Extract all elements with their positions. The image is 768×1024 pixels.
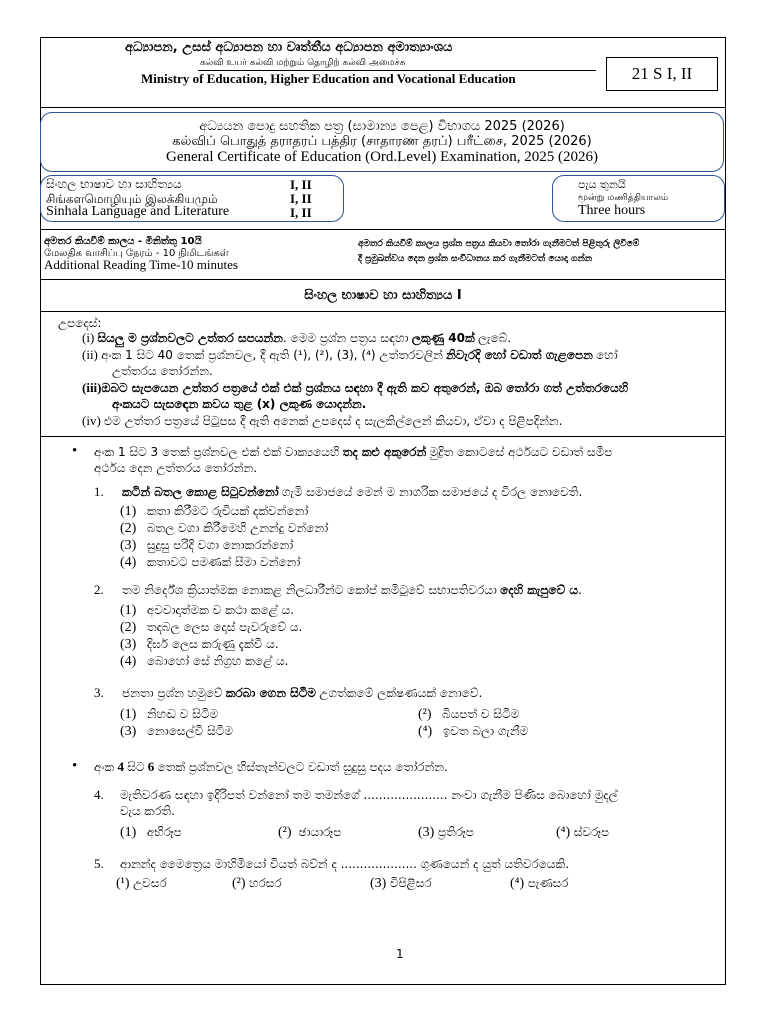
exam-title-tamil: கல்விப் பொதுத் தராதரப் பத்திர (சாதாரண தரப்) பரீட்சை, 2025 (2026) bbox=[172, 134, 592, 149]
subject-name-english: Sinhala Language and Literature bbox=[46, 204, 230, 219]
question-3-option-2[interactable] bbox=[418, 707, 519, 723]
question-4-text: මැතිවරණ සඳහා ඉදිරිපත් වන්නෝ තම තමන්ගේ ...................... නංවා ගැනීම පිණිස බොහෝ මුදල් bbox=[120, 788, 618, 802]
instruction-3 bbox=[82, 380, 628, 396]
instruction-2 bbox=[82, 347, 618, 363]
option-number: (1) bbox=[120, 603, 137, 618]
question-4-option-1[interactable] bbox=[120, 825, 182, 841]
option-text: ප්‍රතිරූප bbox=[437, 825, 474, 839]
option-text: කතාවට පමණක් සීමා වන්නෝ bbox=[146, 555, 301, 569]
instruction-1-number: (i) bbox=[82, 330, 95, 345]
paper-code-box: 21 S I, II bbox=[606, 57, 718, 91]
question-2-bold: දෙහි කැපුවේ ය bbox=[500, 583, 579, 597]
question-3-option-4[interactable] bbox=[418, 724, 528, 740]
question-2-number: 2. bbox=[94, 582, 104, 597]
question-5-option-2[interactable] bbox=[232, 876, 282, 892]
instruction-2-text: අංක 1 සිට 40 තෙක් ප්‍රශ්නවල, දී ඇති (¹), (²), (3), (⁴) උත්තරවලින් bbox=[101, 348, 443, 362]
option-text: ඡායාරූප bbox=[298, 825, 342, 839]
ministry-name-tamil: கல்வி உயர் கல்வி மற்றும் தொழிற் கல்வி அமைச்சு bbox=[200, 58, 406, 68]
question-4-number: 4. bbox=[94, 787, 104, 802]
page-number: 1 bbox=[396, 947, 404, 961]
reading-time-sinhala: අමතර කියවීම් කාලය - මිනිත්තු 10යි bbox=[44, 236, 202, 247]
option-number: (⁴) bbox=[418, 724, 433, 739]
question-1-option-3[interactable] bbox=[120, 538, 293, 554]
duration-tamil: மூன்று மணித்தியாலம் bbox=[578, 193, 669, 203]
instructions-heading: උපදෙස්: bbox=[58, 316, 102, 330]
question-5-option-3[interactable] bbox=[370, 876, 432, 892]
instruction-3-number: (iii) bbox=[82, 380, 102, 395]
instruction-4 bbox=[82, 413, 562, 429]
option-number: (3) bbox=[120, 538, 137, 553]
option-text: බියපත් ව සිටීම bbox=[442, 707, 520, 721]
question-2-option-1[interactable] bbox=[120, 603, 294, 619]
question-2-end: . bbox=[578, 583, 582, 597]
option-number: (3) bbox=[418, 825, 435, 840]
option-text: නිහඬ ව සිටීම bbox=[146, 707, 219, 721]
instruction-1-marks: ලකුණු 40ක් bbox=[411, 331, 475, 345]
group-1-bullet: • bbox=[72, 443, 78, 459]
group-1-intro-bold: තද කළු අකුරෙන් bbox=[342, 445, 427, 459]
option-text: සුදුසු පරිදි වගා නොකරන්නෝ bbox=[146, 538, 294, 552]
duration-english: Three hours bbox=[578, 203, 646, 218]
question-2-option-2[interactable] bbox=[120, 620, 302, 636]
reading-time-divider bbox=[40, 279, 726, 280]
question-3-bold: කරබා ගෙන සිටීම bbox=[225, 686, 317, 700]
instruction-1-mid: . මෙම ප්‍රශ්න පත්‍රය සඳහා bbox=[282, 331, 409, 345]
question-5-option-1[interactable] bbox=[116, 876, 167, 892]
paper-number-sinhala: I, II bbox=[290, 177, 312, 192]
question-1-stem bbox=[122, 484, 582, 500]
option-number: (3) bbox=[120, 724, 137, 739]
option-text: නොසෙල්වී සිටීම bbox=[146, 724, 233, 738]
group-1-intro bbox=[94, 444, 612, 460]
question-3-number: 3. bbox=[94, 685, 104, 700]
exam-title-sinhala: අධ්‍යයන පොදු සහතික පත්‍ර (සාමාන්‍ය පෙළ) විභාගය 2025 (2026) bbox=[199, 119, 565, 134]
subject-divider bbox=[40, 229, 726, 230]
option-number: (²) bbox=[232, 876, 246, 891]
duration-sinhala: පැය තුනයි bbox=[578, 178, 626, 191]
option-number: (¹) bbox=[116, 876, 130, 891]
option-number: (1) bbox=[120, 825, 137, 840]
instruction-3-text: ඔබට සැපයෙන උත්තර පත්‍රයේ එක් එක් ප්‍රශ්නය සඳහා දී ඇති කව අතුරෙන්, ඔබ තෝරා ගත් උත්තරයෙහි bbox=[101, 381, 629, 395]
option-text: කතා කිරීමට රුචියක් දක්වන්නෝ bbox=[146, 504, 309, 518]
group-1-intro-a: අංක 1 සිට 3 තෙක් ප්‍රශ්නවල එක් එක් වාක්‍යයෙහි bbox=[94, 445, 340, 459]
question-2-stem bbox=[122, 582, 582, 598]
option-text: අවවාදාත්මක ව කථා කළේ ය. bbox=[146, 603, 295, 617]
section-title-divider bbox=[40, 311, 726, 312]
option-text: දිර්ඝ ලෙස කරුණු දැක්වී ය. bbox=[146, 637, 279, 651]
option-text: ඉවත බලා ගැනීම bbox=[442, 724, 529, 738]
reading-time-note-line2: දී ප්‍රමුඛත්වය දෙන ප්‍රශ්න සංවිධානය කර ගැනීමටත් යොදා ගන්න bbox=[358, 254, 593, 264]
instruction-2-bold: නිවැරදි හෝ වඩාත් ගැළපෙන bbox=[446, 348, 593, 362]
option-text: උවසර bbox=[133, 876, 167, 890]
option-number: (4) bbox=[120, 654, 137, 669]
option-text: විපිළිසර bbox=[389, 876, 432, 890]
question-1-option-2[interactable] bbox=[120, 521, 328, 537]
group-2-intro-from: 4 bbox=[117, 759, 124, 774]
option-number: (4) bbox=[120, 555, 137, 570]
question-5-number: 5. bbox=[94, 856, 104, 871]
question-5-option-4[interactable] bbox=[510, 876, 569, 892]
question-1-bold: කටින් බතල කොළ සිටුවන්නෝ bbox=[122, 485, 279, 499]
option-text: බොහෝ සේ නිග්‍රහ කළේ ය. bbox=[146, 654, 289, 668]
reading-time-tamil: மேலதிக வாசிப்பு நேரம் - 10 நிமிடங்கள் bbox=[44, 248, 229, 259]
question-3-end: උගත්කමේ ලක්ෂණයක් නොවේ. bbox=[319, 686, 483, 700]
subject-name-tamil: சிங்களமொழியும் இலக்கியமும் bbox=[46, 192, 218, 206]
option-text: අභිරූප bbox=[146, 825, 182, 839]
question-1-text: ගැමි සමාජයේ මෙන් ම නාගරික සමාජයේ ද විරල නොවෙති. bbox=[281, 485, 583, 499]
instruction-4-text: එම උත්තර පත්‍රයේ පිටුපස දී ඇති අනෙක් උපදෙස් ද සැලකිල්ලෙන් කියවා, ඒවා ද පිළිපදින්න. bbox=[104, 414, 563, 428]
group-1-intro-continued: අර්ථය දෙන උත්තරය තෝරන්න. bbox=[94, 461, 258, 475]
question-4-option-4[interactable] bbox=[556, 825, 609, 841]
header-divider bbox=[40, 107, 726, 108]
question-2-option-4[interactable] bbox=[120, 654, 288, 670]
reading-time-note-line1: අමතර කියවීම් කාලය ප්‍රශ්න පත්‍රය කියවා තෝරා ගැනීමටත් පිළිතුරු ලිවීමේ bbox=[358, 239, 640, 249]
instruction-3-continued: අංකයට සැසඳෙන කවය තුළ (x) ලකුණ යොදන්න. bbox=[112, 397, 367, 411]
question-1-option-1[interactable] bbox=[120, 504, 308, 520]
option-number: (⁴) bbox=[510, 876, 525, 891]
group-2-intro-end: තෙක් ප්‍රශ්නවල හිස්තැන්වලට වඩාත් සුදුසු පදය තෝරන්න. bbox=[157, 760, 448, 774]
group-2-bullet: • bbox=[72, 758, 78, 774]
section-title: සිංහල භාෂාව හා සාහිත්‍යය I bbox=[304, 288, 462, 303]
instruction-1 bbox=[82, 330, 511, 346]
instructions-divider bbox=[40, 436, 726, 437]
option-number: (3) bbox=[120, 637, 137, 652]
option-text: පැණසර bbox=[527, 876, 569, 890]
option-number: (2) bbox=[120, 521, 137, 536]
instruction-1-bold: සියලු ම ප්‍රශ්නවලට උත්තර සපයන්න bbox=[97, 331, 283, 345]
group-2-intro-mid: සිට bbox=[127, 760, 145, 774]
option-number: (²) bbox=[278, 825, 292, 840]
group-2-intro-a: අංක bbox=[94, 760, 115, 774]
option-number: (3) bbox=[370, 876, 387, 891]
reading-time-english: Additional Reading Time-10 minutes bbox=[44, 257, 238, 272]
option-text: තදබල ලෙස දොස් පැවරුවේ ය. bbox=[146, 620, 303, 634]
question-1-number: 1. bbox=[94, 484, 104, 499]
group-1-intro-b: මුද්‍රිත කොටසේ අර්ථයට වඩාත් සමීප bbox=[429, 445, 613, 459]
question-2-text: තම නිර්දේශ ක්‍රියාත්මක නොකළ නිලධාරීන්ට කෝප් කමිටුවේ සභාපතිවරයා bbox=[122, 583, 497, 597]
instruction-2-number: (ii) bbox=[82, 347, 98, 362]
ministry-underline bbox=[198, 70, 596, 71]
ministry-name-english: Ministry of Education, Higher Education and Vocational Education bbox=[141, 71, 516, 86]
option-text: බතල වගා කිරීමෙහි උනන්දු වන්නෝ bbox=[146, 521, 329, 535]
group-2-intro-to: 6 bbox=[147, 759, 155, 774]
question-4-option-2[interactable] bbox=[278, 825, 341, 841]
instruction-4-number: (iv) bbox=[82, 413, 101, 428]
exam-title-english: General Certificate of Education (Ord.Level) Examination, 2025 (2026) bbox=[166, 149, 598, 165]
option-number: (1) bbox=[120, 707, 137, 722]
instruction-1-end: ලැබේ. bbox=[478, 331, 512, 345]
ministry-name-sinhala: අධ්‍යාපන, උසස් අධ්‍යාපන හා වෘත්තීය අධ්‍යාපන අමාත්‍යාංශය bbox=[125, 40, 453, 55]
option-number: (2) bbox=[120, 620, 137, 635]
question-2-option-3[interactable] bbox=[120, 637, 279, 653]
question-1-option-4[interactable] bbox=[120, 555, 300, 571]
question-3-stem bbox=[122, 685, 482, 701]
instruction-2-end: හෝ bbox=[596, 348, 618, 362]
option-text: ස්වරූප bbox=[573, 825, 610, 839]
question-5-text: ආනන්ද මෛත්‍රෙය මාහිමියෝ වියත් බව්න් ද .................... ගුණයෙන් ද යුත් යතිවරයෙකි. bbox=[120, 857, 570, 871]
group-2-intro bbox=[94, 759, 448, 775]
question-4-continued: වැය කරති. bbox=[120, 804, 175, 818]
question-3-option-3[interactable] bbox=[120, 724, 233, 740]
option-text: හරසර bbox=[249, 876, 282, 890]
question-3-option-1[interactable] bbox=[120, 707, 218, 723]
option-number: (²) bbox=[418, 707, 432, 722]
question-4-option-3[interactable] bbox=[418, 825, 474, 841]
paper-number-english: I, II bbox=[290, 205, 312, 220]
paper-number-tamil: I, II bbox=[290, 191, 312, 206]
instruction-2-continued: උත්තරය තෝරන්න. bbox=[112, 364, 213, 378]
question-3-text: ජනතා ප්‍රශ්න හමුවේ bbox=[122, 686, 223, 700]
option-number: (1) bbox=[120, 504, 137, 519]
subject-name-sinhala: සිංහල භාෂාව හා සාහිත්‍යය bbox=[46, 177, 182, 191]
option-number: (⁴) bbox=[556, 825, 571, 840]
